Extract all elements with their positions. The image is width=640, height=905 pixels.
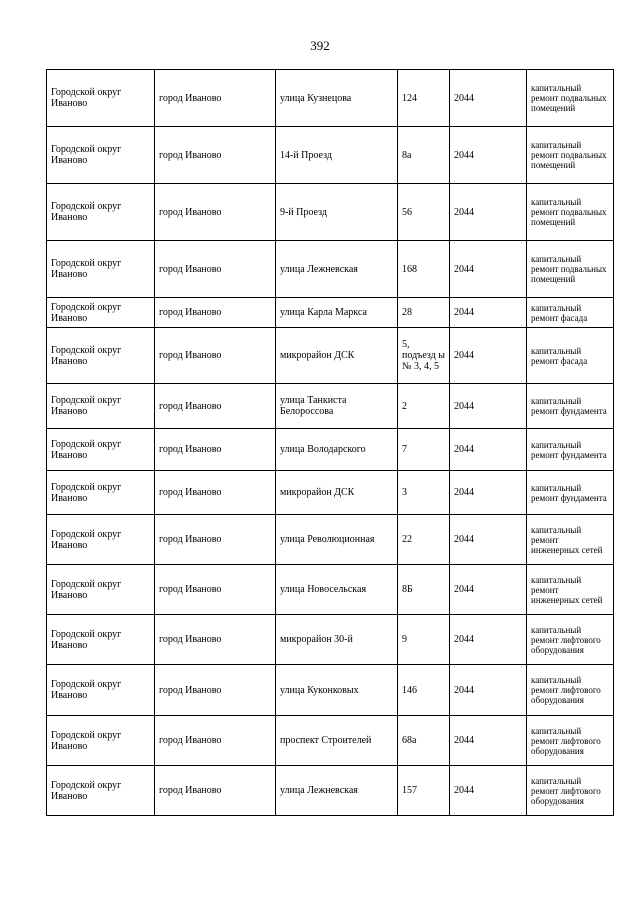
table-row [47, 298, 614, 328]
year-cell: 2044 [450, 471, 527, 515]
work-type-cell: капитальный ремонт инженерных сетей [527, 515, 614, 565]
house-cell: 68а [398, 716, 450, 766]
year-cell: 2044 [450, 298, 527, 328]
year-cell: 2044 [450, 328, 527, 384]
street-cell: улица Лежневская [276, 241, 398, 298]
street-cell: проспект Строителей [276, 716, 398, 766]
work-type-cell: капитальный ремонт подвальных помещений [527, 184, 614, 241]
house-cell: 8а [398, 127, 450, 184]
work-type-cell: капитальный ремонт фасада [527, 298, 614, 328]
settlement-cell: город Иваново [155, 384, 276, 429]
house-cell: 5, подъезд ы № 3, 4, 5 [398, 328, 450, 384]
municipality-cell: Городской округ Иваново [47, 70, 155, 127]
street-cell: 14-й Проезд [276, 127, 398, 184]
street-cell: микрорайон ДСК [276, 328, 398, 384]
settlement-cell: город Иваново [155, 241, 276, 298]
table-row [47, 328, 614, 384]
settlement-cell: город Иваново [155, 665, 276, 716]
municipality-cell: Городской округ Иваново [47, 665, 155, 716]
municipality-cell: Городской округ Иваново [47, 328, 155, 384]
year-cell: 2044 [450, 70, 527, 127]
municipality-cell: Городской округ Иваново [47, 471, 155, 515]
year-cell: 2044 [450, 127, 527, 184]
settlement-cell: город Иваново [155, 471, 276, 515]
work-type-cell: капитальный ремонт фундамента [527, 471, 614, 515]
settlement-cell: город Иваново [155, 70, 276, 127]
house-cell: 2 [398, 384, 450, 429]
street-cell: улица Кузнецова [276, 70, 398, 127]
table-row [47, 241, 614, 298]
work-type-cell: капитальный ремонт лифтового оборудования [527, 716, 614, 766]
street-cell: микрорайон ДСК [276, 471, 398, 515]
municipality-cell: Городской округ Иваново [47, 615, 155, 665]
repair-schedule-table [46, 69, 614, 816]
year-cell: 2044 [450, 565, 527, 615]
work-type-cell: капитальный ремонт подвальных помещений [527, 70, 614, 127]
table-row [47, 565, 614, 615]
settlement-cell: город Иваново [155, 766, 276, 816]
settlement-cell: город Иваново [155, 565, 276, 615]
house-cell: 22 [398, 515, 450, 565]
table-row [47, 716, 614, 766]
municipality-cell: Городской округ Иваново [47, 716, 155, 766]
house-cell: 168 [398, 241, 450, 298]
house-cell: 146 [398, 665, 450, 716]
settlement-cell: город Иваново [155, 716, 276, 766]
work-type-cell: капитальный ремонт лифтового оборудования [527, 766, 614, 816]
settlement-cell: город Иваново [155, 515, 276, 565]
house-cell: 7 [398, 429, 450, 471]
work-type-cell: капитальный ремонт фундамента [527, 384, 614, 429]
street-cell: улица Володарского [276, 429, 398, 471]
street-cell: улица Куконковых [276, 665, 398, 716]
work-type-cell: капитальный ремонт фундамента [527, 429, 614, 471]
table-row [47, 127, 614, 184]
table-row [47, 70, 614, 127]
municipality-cell: Городской округ Иваново [47, 384, 155, 429]
settlement-cell: город Иваново [155, 615, 276, 665]
street-cell: улица Карла Маркса [276, 298, 398, 328]
year-cell: 2044 [450, 384, 527, 429]
work-type-cell: капитальный ремонт фасада [527, 328, 614, 384]
year-cell: 2044 [450, 429, 527, 471]
house-cell: 124 [398, 70, 450, 127]
table-row [47, 515, 614, 565]
table-row [47, 665, 614, 716]
year-cell: 2044 [450, 184, 527, 241]
house-cell: 157 [398, 766, 450, 816]
settlement-cell: город Иваново [155, 184, 276, 241]
house-cell: 3 [398, 471, 450, 515]
house-cell: 9 [398, 615, 450, 665]
municipality-cell: Городской округ Иваново [47, 515, 155, 565]
street-cell: микрорайон 30-й [276, 615, 398, 665]
municipality-cell: Городской округ Иваново [47, 429, 155, 471]
work-type-cell: капитальный ремонт подвальных помещений [527, 241, 614, 298]
house-cell: 28 [398, 298, 450, 328]
table-row [47, 615, 614, 665]
year-cell: 2044 [450, 716, 527, 766]
year-cell: 2044 [450, 241, 527, 298]
settlement-cell: город Иваново [155, 328, 276, 384]
settlement-cell: город Иваново [155, 429, 276, 471]
table-row [47, 384, 614, 429]
page-number: 392 [310, 38, 330, 53]
municipality-cell: Городской округ Иваново [47, 766, 155, 816]
municipality-cell: Городской округ Иваново [47, 184, 155, 241]
street-cell: улица Лежневская [276, 766, 398, 816]
street-cell: улица Новосельская [276, 565, 398, 615]
work-type-cell: капитальный ремонт лифтового оборудования [527, 665, 614, 716]
year-cell: 2044 [450, 615, 527, 665]
work-type-cell: капитальный ремонт подвальных помещений [527, 127, 614, 184]
year-cell: 2044 [450, 766, 527, 816]
work-type-cell: капитальный ремонт лифтового оборудования [527, 615, 614, 665]
street-cell: улица Революционная [276, 515, 398, 565]
table-row [47, 471, 614, 515]
street-cell: улица Танкиста Белороссова [276, 384, 398, 429]
street-cell: 9-й Проезд [276, 184, 398, 241]
municipality-cell: Городской округ Иваново [47, 565, 155, 615]
house-cell: 56 [398, 184, 450, 241]
table-row [47, 184, 614, 241]
house-cell: 8Б [398, 565, 450, 615]
settlement-cell: город Иваново [155, 298, 276, 328]
year-cell: 2044 [450, 515, 527, 565]
municipality-cell: Городской округ Иваново [47, 241, 155, 298]
table-row [47, 429, 614, 471]
municipality-cell: Городской округ Иваново [47, 298, 155, 328]
year-cell: 2044 [450, 665, 527, 716]
settlement-cell: город Иваново [155, 127, 276, 184]
municipality-cell: Городской округ Иваново [47, 127, 155, 184]
table-row [47, 766, 614, 816]
work-type-cell: капитальный ремонт инженерных сетей [527, 565, 614, 615]
